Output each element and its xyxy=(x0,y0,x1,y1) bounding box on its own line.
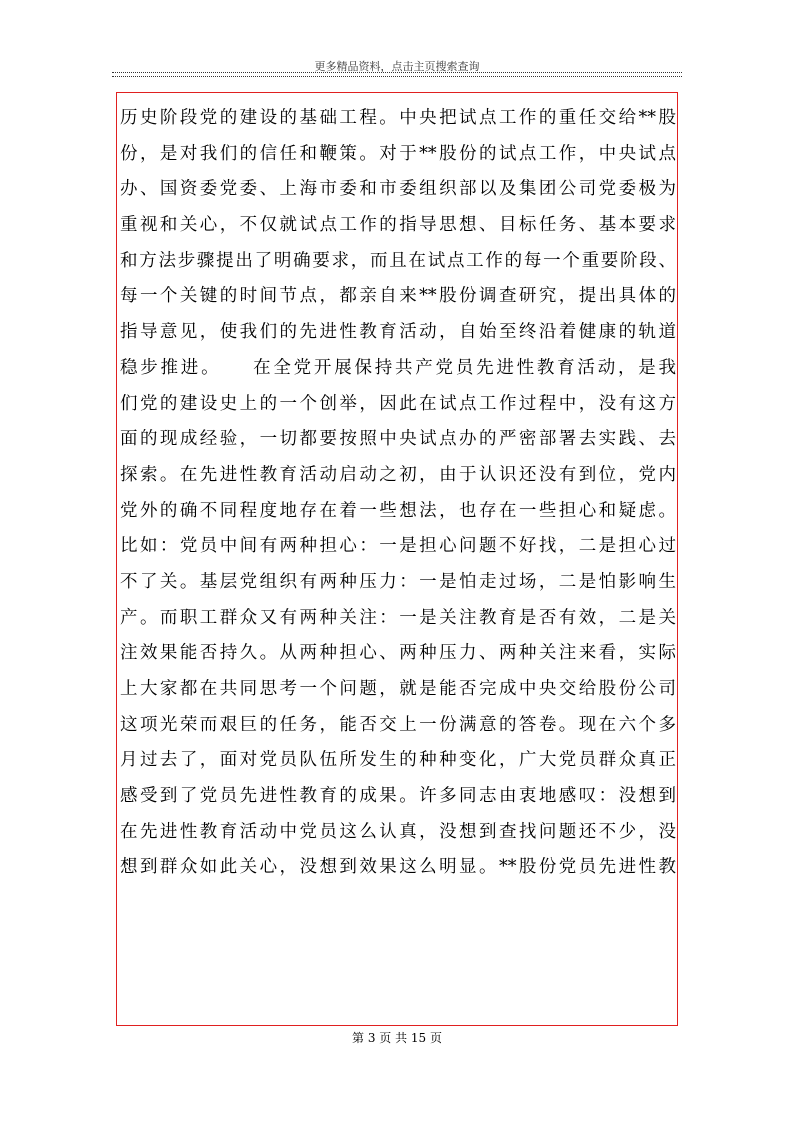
text-line: 感受到了党员先进性教育的成果。许多同志由衷地感叹：没想到 xyxy=(120,786,676,807)
body-text xyxy=(120,101,676,886)
header-divider-bottom xyxy=(112,76,682,77)
text-line: 指导意见，使我们的先进性教育活动，自始至终沿着健康的轨道 xyxy=(120,322,676,343)
page-header: 更多精品资料，点击主页搜索查询 xyxy=(314,60,480,73)
text-line: 月过去了，面对党员队伍所发生的种种变化，广大党员群众真正 xyxy=(120,750,676,771)
text-line: 在先进性教育活动中党员这么认真，没想到查找问题还不少，没 xyxy=(120,821,676,842)
text-line: 注效果能否持久。从两种担心、两种压力、两种关注来看，实际 xyxy=(120,643,676,664)
content-frame xyxy=(116,92,678,1026)
text-line: 上大家都在共同思考一个问题，就是能否完成中央交给股份公司 xyxy=(120,679,676,699)
text-line: 不了关。基层党组织有两种压力：一是怕走过场，二是怕影响生 xyxy=(120,571,676,592)
text-line: 办、国资委党委、上海市委和市委组织部以及集团公司党委极为 xyxy=(120,179,676,200)
text-line: 和方法步骤提出了明确要求，而且在试点工作的每一个重要阶段、 xyxy=(120,250,676,271)
text-line: 探索。在先进性教育活动启动之初，由于认识还没有到位，党内 xyxy=(120,464,676,485)
text-line: 们党的建设史上的一个创举，因此在试点工作过程中，没有这方 xyxy=(120,393,676,414)
text-line: 重视和关心，不仅就试点工作的指导思想、目标任务、基本要求 xyxy=(120,215,676,236)
header-divider-top xyxy=(112,72,682,73)
text-line: 面的现成经验，一切都要按照中央试点办的严密部署去实践、去 xyxy=(120,429,676,450)
text-line: 党外的确不同程度地存在着一些想法，也存在一些担心和疑虑。 xyxy=(120,500,676,521)
text-line: 每一个关键的时间节点，都亲自来**股份调查研究，提出具体的 xyxy=(120,286,676,307)
page-footer: 第 3 页 共 15 页 xyxy=(352,1031,442,1045)
text-line: 这项光荣而艰巨的任务，能否交上一份满意的答卷。现在六个多 xyxy=(120,714,676,735)
text-line: 稳步推进。 在全党开展保持共产党员先进性教育活动，是我 xyxy=(120,357,676,378)
text-line: 份，是对我们的信任和鞭策。对于**股份的试点工作，中央试点 xyxy=(120,143,676,164)
text-line: 产。而职工群众又有两种关注：一是关注教育是否有效，二是关 xyxy=(120,607,676,628)
text-line: 历史阶段党的建设的基础工程。中央把试点工作的重任交给**股 xyxy=(120,108,676,128)
text-line: 想到群众如此关心，没想到效果这么明显。**股份党员先进性教 xyxy=(120,857,676,878)
text-line: 比如：党员中间有两种担心：一是担心问题不好找，二是担心过 xyxy=(120,536,676,557)
